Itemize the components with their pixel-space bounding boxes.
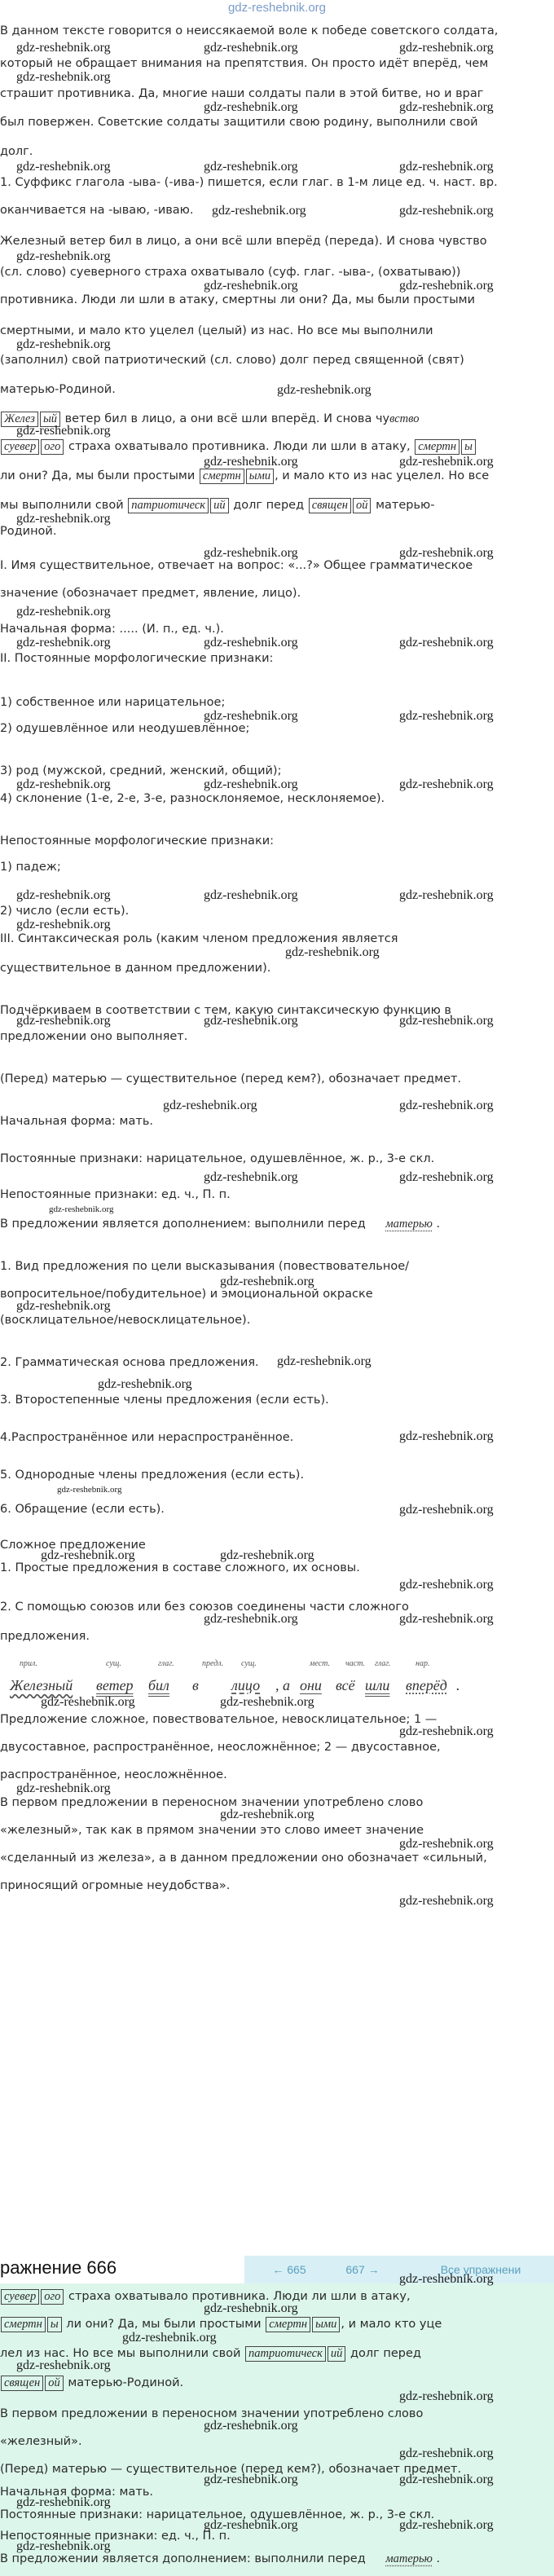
text-line: (восклицательное/невосклицательное). bbox=[0, 1314, 251, 1327]
object-word: матерью bbox=[385, 2552, 433, 2565]
pos-label: глаг. bbox=[375, 1659, 391, 1668]
ending-box: ыми bbox=[312, 2317, 340, 2332]
text-line: 6. Обращение (если есть). bbox=[0, 1503, 165, 1516]
watermark: gdz-reshebnik.org bbox=[204, 777, 298, 791]
text-line: противника. Люди ли шли в атаку, смертны ли они? Да, мы были простыми bbox=[0, 293, 476, 306]
text-line: Начальная форма: ..... (И. п., ед. ч.). bbox=[0, 623, 224, 636]
watermark: gdz-reshebnik.org bbox=[399, 777, 494, 791]
text-line: «железный», так как в прямом значении это слово имеет значение bbox=[0, 1824, 424, 1837]
watermark: gdz-reshebnik.org bbox=[57, 1485, 122, 1495]
watermark: gdz-reshebnik.org bbox=[220, 1695, 314, 1709]
text-line: 5. Однородные члены предложения (если есть). bbox=[0, 1469, 305, 1482]
parsed-word: Железный bbox=[10, 1677, 73, 1693]
marked-text: долг перед bbox=[350, 2347, 421, 2360]
watermark: gdz-reshebnik.org bbox=[220, 1808, 314, 1821]
text-line: 1) собственное или нарицательное; bbox=[0, 696, 226, 709]
watermark: gdz-reshebnik.org bbox=[16, 888, 111, 902]
watermark: gdz-reshebnik.org bbox=[204, 2473, 298, 2486]
text-line: Непостоянные морфологические признаки: bbox=[0, 834, 275, 848]
text-line: существительное в данном предложении). bbox=[0, 962, 271, 975]
site-logo[interactable]: gdz-reshebnik.org bbox=[227, 1, 327, 15]
marked-text: ли они? Да, мы были простыми bbox=[0, 469, 196, 482]
pos-label: сущ. bbox=[241, 1659, 257, 1668]
watermark: gdz-reshebnik.org bbox=[204, 41, 298, 55]
marked-text: страха охватывало противника. Люди ли шли в атаку, bbox=[68, 2290, 411, 2303]
text-line: 2) число (если есть). bbox=[0, 905, 130, 918]
watermark: gdz-reshebnik.org bbox=[399, 1429, 494, 1443]
watermark: gdz-reshebnik.org bbox=[399, 100, 494, 114]
watermark: gdz-reshebnik.org bbox=[204, 888, 298, 902]
marked-text: лел из нас. Но все мы выполнили свой bbox=[0, 2347, 241, 2360]
marked-text: долг перед bbox=[233, 499, 305, 512]
parsed-word: вперёд bbox=[406, 1677, 447, 1693]
parsed-word: в bbox=[192, 1677, 199, 1693]
text-line: (сл. слово) суеверного страха охватывало (суф. глаг. -ыва-, (охватываю)) bbox=[0, 266, 461, 279]
text-line: 4) склонение (1-е, 2-е, 3-е, разносклоняемое, несклоняемое). bbox=[0, 792, 385, 805]
text-line: матерью-Родиной. bbox=[0, 383, 116, 396]
watermark: gdz-reshebnik.org bbox=[399, 1014, 494, 1028]
parsed-word: бил bbox=[148, 1677, 169, 1693]
ending-box: ый bbox=[40, 412, 60, 427]
root-box: Желез bbox=[1, 412, 38, 427]
watermark: gdz-reshebnik.org bbox=[204, 2419, 298, 2433]
watermark: gdz-reshebnik.org bbox=[41, 1548, 135, 1562]
watermark: gdz-reshebnik.org bbox=[285, 945, 380, 959]
watermark: gdz-reshebnik.org bbox=[16, 70, 111, 84]
text-line: 2. Грамматическая основа предложения. bbox=[0, 1356, 259, 1369]
root-box: патриотическ bbox=[128, 498, 209, 513]
watermark: gdz-reshebnik.org bbox=[16, 424, 111, 438]
watermark: gdz-reshebnik.org bbox=[399, 279, 494, 293]
text-line: «железный». bbox=[0, 2435, 82, 2448]
text-line: Непостоянные признаки: ед. ч., П. п. bbox=[0, 1188, 231, 1201]
text-line: 3) род (мужской, средний, женский, общий); bbox=[0, 764, 282, 777]
watermark: gdz-reshebnik.org bbox=[204, 100, 298, 114]
watermark: gdz-reshebnik.org bbox=[277, 1354, 372, 1368]
parsed-sentence bbox=[0, 1659, 554, 1700]
watermark: gdz-reshebnik.org bbox=[16, 2495, 111, 2509]
parsed-word: , а bbox=[275, 1677, 290, 1693]
ending-box: ой bbox=[45, 2376, 64, 2391]
ending-box: ого bbox=[41, 2289, 64, 2305]
watermark: gdz-reshebnik.org bbox=[163, 1099, 257, 1112]
watermark: gdz-reshebnik.org bbox=[399, 1612, 494, 1626]
watermark: gdz-reshebnik.org bbox=[399, 2518, 494, 2532]
text-line: страшит противника. Да, многие наши солдаты пали в этой битве, но и враг bbox=[0, 87, 484, 100]
text-line: Постоянные признаки: нарицательное, одушевлённое, ж. р., 3-е скл. bbox=[0, 1152, 435, 1165]
text-line: 4.Распространённое или нераспространённое. bbox=[0, 1431, 294, 1444]
root-box: смертн bbox=[266, 2317, 310, 2332]
watermark: gdz-reshebnik.org bbox=[204, 455, 298, 469]
text-line: (заполнил) свой патриотический (сл. слово) долг перед священной (свят) bbox=[0, 354, 464, 367]
root-box: суевер bbox=[1, 2289, 39, 2305]
parsed-word: . bbox=[456, 1677, 460, 1693]
marked-line bbox=[0, 438, 554, 455]
text-line: 2) одушевлённое или неодушевлённое; bbox=[0, 722, 250, 735]
text-line: Железный ветер бил в лицо, а они всё шли вперёд (переда). И снова чувство bbox=[0, 235, 487, 248]
watermark: gdz-reshebnik.org bbox=[98, 1377, 192, 1391]
watermark: gdz-reshebnik.org bbox=[122, 2331, 217, 2345]
text-line: предложения. bbox=[0, 1630, 90, 1643]
root-box: суевер bbox=[1, 439, 39, 455]
root-box: смертн bbox=[1, 2317, 46, 2332]
exercise-heading: ражнение 666 bbox=[0, 2257, 117, 2278]
text-line: приносящий огромные неудобства». bbox=[0, 1879, 231, 1892]
text-line: 3. Второстепенные члены предложения (если есть). bbox=[0, 1394, 329, 1407]
root-box: священ bbox=[1, 2376, 43, 2391]
text-line: распространённое, неосложнённое. bbox=[0, 1768, 227, 1781]
pos-label: предл. bbox=[202, 1659, 224, 1668]
watermark: gdz-reshebnik.org bbox=[399, 1724, 494, 1738]
marked-text: ли они? Да, мы были простыми bbox=[66, 2318, 262, 2331]
watermark: gdz-reshebnik.org bbox=[204, 1612, 298, 1626]
watermark: gdz-reshebnik.org bbox=[16, 512, 111, 526]
pos-label: част. bbox=[345, 1659, 366, 1668]
text-line bbox=[0, 1216, 554, 1232]
next-exercise-button[interactable]: 667 → bbox=[345, 2263, 380, 2276]
watermark: gdz-reshebnik.org bbox=[204, 279, 298, 293]
watermark: gdz-reshebnik.org bbox=[41, 1695, 135, 1709]
answer-content bbox=[0, 15, 554, 2256]
text-line: Родиной. bbox=[0, 525, 57, 538]
marked-line bbox=[0, 2375, 554, 2391]
watermark: gdz-reshebnik.org bbox=[220, 1548, 314, 1562]
marked-line bbox=[0, 497, 554, 513]
text-line: 2. С помощью союзов или без союзов соединены части сложного bbox=[0, 1601, 409, 1614]
marked-text: страха охватывало противника. Люди ли шли в атаку, bbox=[68, 440, 411, 453]
marked-text: матерью-Родиной. bbox=[68, 2376, 184, 2389]
ending-box: ой bbox=[353, 498, 372, 513]
marked-line bbox=[0, 468, 554, 484]
root-box: священ bbox=[309, 498, 351, 513]
ending-box: ы bbox=[461, 439, 476, 455]
watermark: gdz-reshebnik.org bbox=[399, 2473, 494, 2486]
parsed-word: лицо bbox=[231, 1677, 261, 1693]
text-line: 1) падеж; bbox=[0, 861, 61, 874]
prev-exercise-button[interactable]: ← 665 bbox=[272, 2263, 306, 2276]
watermark: gdz-reshebnik.org bbox=[399, 1099, 494, 1112]
text-line: III. Синтаксическая роль (каким членом предложения является bbox=[0, 932, 398, 945]
text-line: II. Постоянные морфологические признаки: bbox=[0, 652, 274, 665]
watermark: gdz-reshebnik.org bbox=[16, 2539, 111, 2553]
watermark: gdz-reshebnik.org bbox=[399, 709, 494, 723]
parsed-word: ветер bbox=[96, 1677, 134, 1693]
watermark: gdz-reshebnik.org bbox=[399, 1170, 494, 1184]
watermark: gdz-reshebnik.org bbox=[16, 337, 111, 351]
watermark: gdz-reshebnik.org bbox=[16, 636, 111, 650]
text-line: значение (обозначает предмет, явление, лицо). bbox=[0, 587, 301, 600]
watermark: gdz-reshebnik.org bbox=[16, 1299, 111, 1313]
repeated-answer bbox=[0, 2272, 554, 2576]
watermark: gdz-reshebnik.org bbox=[16, 1781, 111, 1795]
watermark: gdz-reshebnik.org bbox=[204, 1170, 298, 1184]
watermark: gdz-reshebnik.org bbox=[399, 160, 494, 174]
text-line: смертными, и мало кто уцелел (целый) из нас. Но все мы выполнили bbox=[0, 324, 433, 337]
watermark: gdz-reshebnik.org bbox=[204, 546, 298, 560]
text-line: 1. Суффикс глагола -ыва- (-ива-) пишется, если глаг. в 1-м лице ед. ч. наст. вр. bbox=[0, 176, 498, 189]
watermark: gdz-reshebnik.org bbox=[399, 2272, 494, 2286]
object-word: матерью bbox=[385, 1218, 433, 1231]
text-line: Начальная форма: мать. bbox=[0, 1115, 153, 1128]
watermark: gdz-reshebnik.org bbox=[204, 636, 298, 650]
text-line: В данном тексте говорится о неиссякаемой воле к победе советского солдата, bbox=[0, 24, 499, 37]
watermark: gdz-reshebnik.org bbox=[204, 709, 298, 723]
text-line: Предложение сложное, повествовательное, невосклицательное; 1 — bbox=[0, 1713, 437, 1726]
watermark: gdz-reshebnik.org bbox=[399, 1837, 494, 1851]
marked-text: ветер бил в лицо, а они всё шли вперёд. И снова чу bbox=[64, 412, 390, 425]
pos-label: мест. bbox=[310, 1659, 330, 1668]
watermark: gdz-reshebnik.org bbox=[16, 777, 111, 791]
marked-text: матерью- bbox=[376, 499, 435, 512]
watermark: gdz-reshebnik.org bbox=[399, 2446, 494, 2460]
parsed-word: они bbox=[300, 1677, 322, 1693]
text-line: долг. bbox=[0, 145, 33, 158]
text-line: (Перед) матерью — существительное (перед кем?), обозначает предмет. bbox=[0, 1072, 462, 1085]
watermark: gdz-reshebnik.org bbox=[204, 2518, 298, 2532]
watermark: gdz-reshebnik.org bbox=[399, 2389, 494, 2403]
marked-text: вство bbox=[389, 412, 420, 425]
text-line: двусоставное, распространённое, неосложнённое; 2 — двусоставное, bbox=[0, 1741, 441, 1754]
root-box: смертн bbox=[200, 469, 244, 484]
text-line: I. Имя существительное, отвечает на вопрос: «...?» Общее грамматическое bbox=[0, 559, 473, 572]
text-line: 1. Простые предложения в составе сложного, их основы. bbox=[0, 1561, 360, 1574]
text-line: «сделанный из железа», а в данном предложении оно обозначает «сильный, bbox=[0, 1852, 487, 1865]
text-line: Непостоянные признаки: ед. ч., П. п. bbox=[0, 2530, 231, 2543]
text-line: предложении оно выполняет. bbox=[0, 1030, 188, 1043]
text-line: Подчёркиваем в соответствии с тем, какую синтаксическую функцию в bbox=[0, 1004, 451, 1017]
parsed-word: всё bbox=[336, 1677, 355, 1693]
watermark: gdz-reshebnik.org bbox=[399, 1578, 494, 1592]
marked-line bbox=[0, 2316, 554, 2332]
ending-box: ий bbox=[328, 2346, 346, 2362]
pos-label: прил. bbox=[20, 1659, 37, 1668]
watermark: gdz-reshebnik.org bbox=[16, 605, 111, 619]
watermark: gdz-reshebnik.org bbox=[399, 1894, 494, 1908]
analysis-text: В предложении является дополнением: выполнили перед bbox=[0, 2552, 366, 2565]
text-line: оканчивается на -ываю, -иваю. bbox=[0, 204, 194, 217]
period: . bbox=[436, 2552, 441, 2565]
text-line: (Перед) матерью — существительное (перед кем?), обозначает предмет. bbox=[0, 2463, 462, 2476]
text-line: 1. Вид предложения по цели высказывания (повествовательное/ bbox=[0, 1260, 410, 1273]
marked-text: , и мало кто из нас уцелел. Но все bbox=[275, 469, 490, 482]
watermark: gdz-reshebnik.org bbox=[399, 546, 494, 560]
ending-box: ого bbox=[41, 439, 64, 455]
watermark: gdz-reshebnik.org bbox=[204, 2301, 298, 2315]
watermark: gdz-reshebnik.org bbox=[16, 918, 111, 931]
watermark: gdz-reshebnik.org bbox=[277, 383, 372, 397]
text-line: был повержен. Советские солдаты защитили свою родину, выполнили свой bbox=[0, 116, 478, 129]
watermark: gdz-reshebnik.org bbox=[16, 249, 111, 263]
text-line: Постоянные признаки: нарицательное, одушевлённое, ж. р., 3-е скл. bbox=[0, 2508, 435, 2521]
ending-box: ы bbox=[47, 2317, 62, 2332]
watermark: gdz-reshebnik.org bbox=[220, 1275, 314, 1288]
watermark: gdz-reshebnik.org bbox=[399, 41, 494, 55]
text-line: вопросительное/побудительное) и эмоциональной окраске bbox=[0, 1288, 373, 1301]
period: . bbox=[436, 1218, 441, 1231]
text-line: В первом предложении в переносном значении употреблено слово bbox=[0, 2407, 424, 2420]
watermark: gdz-reshebnik.org bbox=[399, 888, 494, 902]
pos-label: сущ. bbox=[106, 1659, 121, 1668]
pos-label: глаг. bbox=[158, 1659, 174, 1668]
analysis-text: В предложении является дополнением: выполнили перед bbox=[0, 1218, 366, 1231]
watermark: gdz-reshebnik.org bbox=[204, 1014, 298, 1028]
all-exercises-link[interactable]: Все упражнени bbox=[440, 2263, 521, 2276]
marked-text: мы выполнили свой bbox=[0, 499, 124, 512]
watermark: gdz-reshebnik.org bbox=[16, 41, 111, 55]
watermark: gdz-reshebnik.org bbox=[16, 1014, 111, 1028]
root-box: патриотическ bbox=[245, 2346, 326, 2362]
text-line: который не обращает внимания на препятствия. Он просто идёт вперёд, чем bbox=[0, 57, 489, 70]
watermark: gdz-reshebnik.org bbox=[204, 160, 298, 174]
marked-text: , и мало кто уце bbox=[341, 2318, 442, 2331]
watermark: gdz-reshebnik.org bbox=[16, 160, 111, 174]
text-line: В первом предложении в переносном значении употреблено слово bbox=[0, 1796, 424, 1809]
watermark: gdz-reshebnik.org bbox=[399, 204, 494, 218]
watermark: gdz-reshebnik.org bbox=[399, 455, 494, 469]
root-box: смертн bbox=[415, 439, 459, 455]
watermark: gdz-reshebnik.org bbox=[16, 2358, 111, 2372]
watermark: gdz-reshebnik.org bbox=[212, 204, 306, 218]
ending-box: ий bbox=[210, 498, 229, 513]
text-line: Сложное предложение bbox=[0, 1539, 146, 1552]
pos-label: нар. bbox=[416, 1659, 430, 1668]
ending-box: ыми bbox=[246, 469, 274, 484]
text-line: Начальная форма: мать. bbox=[0, 2486, 153, 2499]
watermark: gdz-reshebnik.org bbox=[399, 636, 494, 650]
watermark: gdz-reshebnik.org bbox=[49, 1204, 114, 1214]
parsed-word: шли bbox=[365, 1677, 390, 1693]
watermark: gdz-reshebnik.org bbox=[399, 1503, 494, 1517]
